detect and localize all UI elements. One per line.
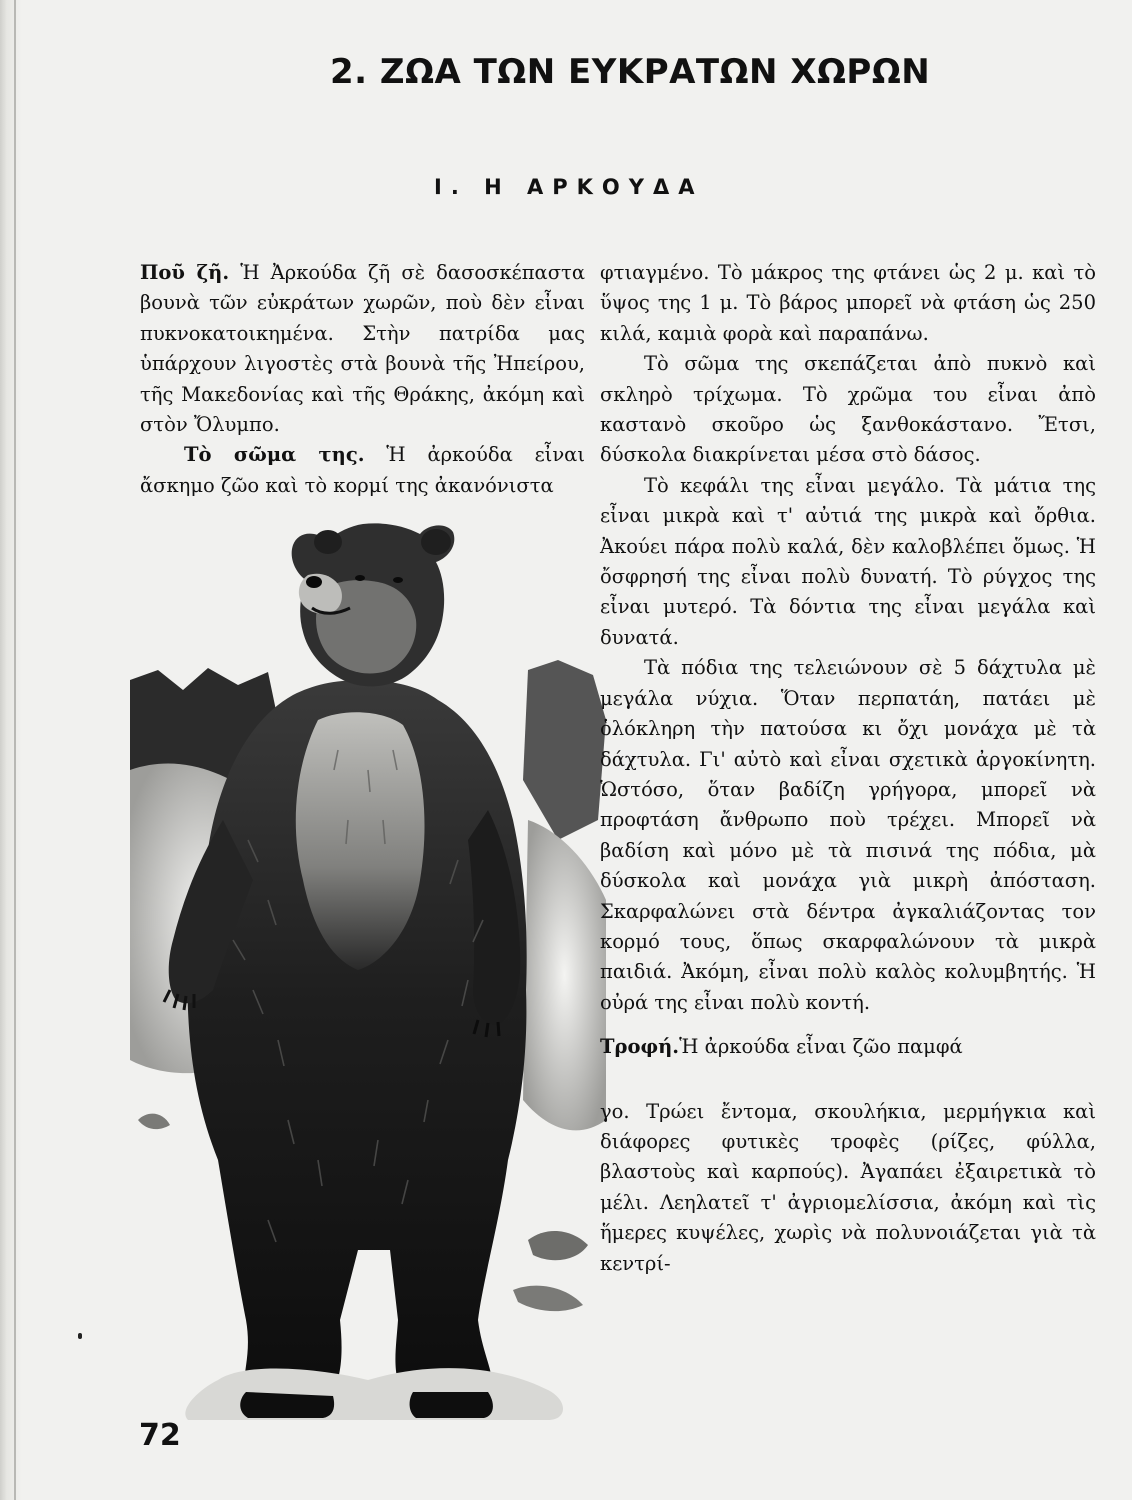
binding-gutter	[14, 0, 16, 1500]
food-text: Ἡ ἀρκούδα εἶναι ζῶο παμφά	[679, 1035, 963, 1059]
paragraph-food	[600, 1032, 1096, 1062]
paragraph-body	[140, 440, 585, 501]
habitat-heading: Ποῦ ζῆ.	[140, 261, 230, 284]
section-title: Ι. Η ΑΡΚΟΥΔΑ	[434, 175, 704, 199]
left-column	[140, 258, 585, 501]
chapter-title: 2. ΖΩΑ ΤΩΝ ΕΥΚΡΑΤΩΝ ΧΩΡΩΝ	[330, 52, 931, 92]
habitat-text: Ἡ Ἀρκούδα ζῆ σὲ δασοσκέπαστα βουνὰ τῶν εὐκράτων χωρῶν, ποὺ δὲν εἶναι πυκνοκατοικημένα. Στὴν πατρίδα μας ὑπάρχουν λιγοστὲς στὰ βουνὰ τῆς Ἠπείρου, τῆς Μακεδονίας καὶ τῆς Θράκης, ἀκόμη καὶ στὸν Ὄλυμπο.	[140, 261, 585, 437]
paragraph-legs: Τὰ πόδια της τελειώνουν σὲ 5 δάχτυλα μὲ μεγάλα νύχια. Ὅταν περπατάη, πατάει μὲ ὁλόκληρη τὴν πατούσα κι ὄχι μονάχα μὲ τὰ δάχτυλα. Γι' αὐτὸ καὶ εἶναι σχετικὰ ἀργοκίνητη. Ὡστόσο, ὅταν βαδίζη γρήγορα, μπορεῖ νὰ προφτάση ἄνθρωπο ποὺ τρέχει. Μπορεῖ νὰ βαδίση καὶ μόνο μὲ τὰ πισινά της πόδια, μὰ δύσκολα καὶ μονάχα γιὰ μικρὴ ἀπόσταση. Σκαρφαλώνει στὰ δέντρα ἀγκαλιάζοντας τον κορμό τους, ὅπως σκαρφαλώνουν τὰ μικρὰ παιδιά. Ἀκόμη, εἶναι πολὺ καλὸς κολυμβητής. Ἡ οὐρά της εἶναι πολὺ κοντή.	[600, 656, 1096, 1014]
body-heading: Τὸ σῶμα της.	[184, 443, 365, 467]
page-edge	[0, 0, 22, 1500]
paragraph-head: Τὸ κεφάλι της εἶναι μεγάλο. Τὰ μάτια της εἶναι μικρὰ καὶ τ' αὐτιά της μικρὰ καὶ ὄρθια. Ἀκούει πάρα πολὺ καλά, δὲν καλοβλέπει ὅμως. Ἡ ὄσφρησή της εἶναι πολὺ δυνατή. Τὸ ρύγχος της εἶναι μυτερό. Τὰ δόντια της εἶναι μεγάλα καὶ δυνατά.	[600, 473, 1096, 649]
paragraph-habitat	[140, 258, 585, 440]
page-number: 72	[139, 1418, 181, 1453]
food-heading: Τροφή.	[600, 1035, 680, 1059]
body-text: Ἡ ἀρκούδα εἶναι ἄσκημο ζῶο καὶ τὸ κορμί της ἀκανόνιστα	[140, 443, 586, 497]
paragraph-diet: γο. Τρώει ἔντομα, σκουλήκια, μερμήγκια καὶ διάφορες φυτικὲς τροφὲς (ρίζες, φύλλα, βλαστοὺς καὶ καρπούς). Ἀγαπάει ἐξαιρετικὰ τὸ μέλι. Λεηλατεῖ τ' ἀγριομελίσσια, ἀκόμη καὶ τὶς ἥμερες κυψέλες, χωρὶς νὰ πολυνοιάζεται γιὰ τὰ κεντρί-	[600, 1099, 1096, 1275]
paragraph-size: φτιαγμένο. Τὸ μάκρος της φτάνει ὡς 2 μ. καὶ τὸ ὕψος της 1 μ. Τὸ βάρος μπορεῖ νὰ φτάση ὡς 250 κιλά, καμιὰ φορὰ καὶ παραπάνω.	[600, 261, 1096, 345]
paragraph-fur: Τὸ σῶμα της σκεπάζεται ἀπὸ πυκνὸ καὶ σκληρὸ τρίχωμα. Τὸ χρῶμα του εἶναι ἀπὸ καστανὸ σκοῦρο ὡς ξανθοκάστανο. Ἔτσι, δύσκολα διακρίνεται μέσα στὸ δάσος.	[600, 352, 1096, 467]
ink-speck	[78, 1333, 82, 1339]
right-column	[600, 258, 1096, 1279]
bear-illustration	[128, 520, 608, 1420]
